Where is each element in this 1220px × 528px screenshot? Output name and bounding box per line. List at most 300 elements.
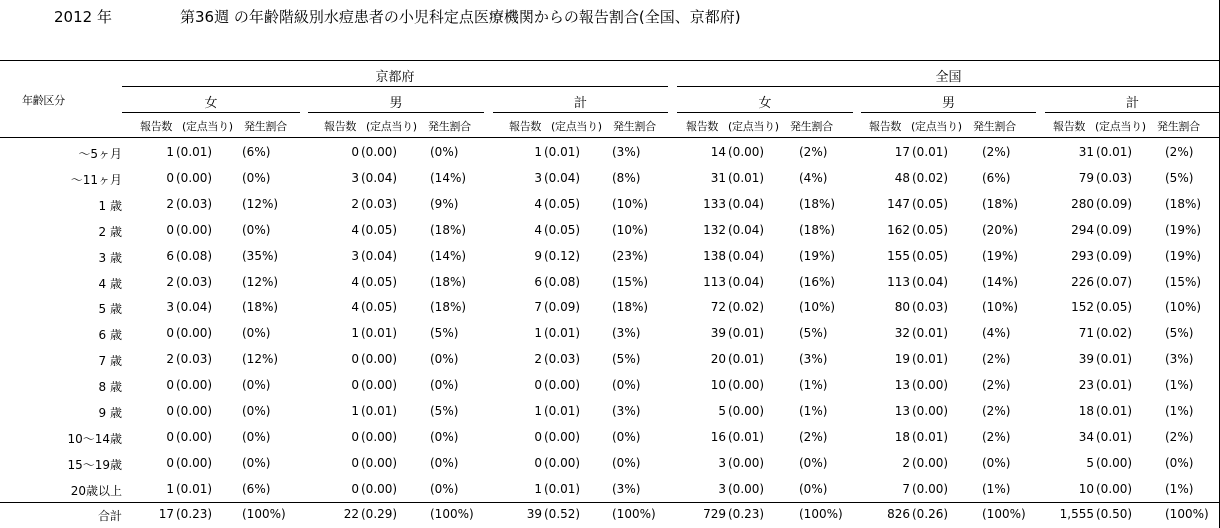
cell-per-site: (0.29) [361, 507, 398, 521]
sub-header-rate: 発生割合 [973, 120, 1016, 133]
row-age-label: 〜11ヶ月 [70, 173, 122, 187]
age-column-header: 年齢区分 [22, 94, 65, 107]
cell-count: 3 [534, 171, 542, 185]
cell-rate: (19%) [799, 249, 836, 263]
cell-count: 3 [718, 456, 726, 470]
cell-count: 132 [703, 223, 726, 237]
cell-per-site: (0.08) [544, 275, 581, 289]
cell-per-site: (0.07) [1096, 275, 1133, 289]
cell-count: 80 [894, 300, 910, 314]
cell-rate: (6%) [242, 145, 271, 159]
cell-count: 0 [351, 145, 359, 159]
cell-rate: (5%) [799, 326, 828, 340]
cell-count: 0 [166, 171, 174, 185]
row-age-label: 1 歳 [98, 199, 122, 213]
cell-rate: (12%) [242, 275, 279, 289]
cell-count: 17 [894, 145, 910, 159]
cell-per-site: (0.00) [544, 430, 581, 444]
group-header-kyoto: 京都府 [375, 70, 415, 85]
cell-rate: (19%) [982, 249, 1019, 263]
cell-rate: (0%) [612, 456, 641, 470]
cell-per-site: (0.05) [361, 275, 398, 289]
cell-count: 79 [1078, 171, 1094, 185]
cell-per-site: (0.00) [176, 404, 213, 418]
cell-rate: (100%) [430, 507, 474, 521]
sex-underline [122, 112, 300, 113]
cell-count: 280 [1071, 197, 1094, 211]
cell-count: 155 [887, 249, 910, 263]
cell-rate: (2%) [799, 145, 828, 159]
cell-rate: (0%) [430, 352, 459, 366]
cell-per-site: (0.05) [544, 197, 581, 211]
cell-rate: (3%) [612, 482, 641, 496]
cell-per-site: (0.00) [728, 378, 765, 392]
cell-count: 1,555 [1059, 507, 1094, 521]
cell-count: 39 [710, 326, 726, 340]
cell-per-site: (0.09) [1096, 249, 1133, 263]
cell-rate: (10%) [612, 197, 649, 211]
cell-rate: (0%) [430, 456, 459, 470]
cell-count: 2 [902, 456, 910, 470]
cell-rate: (0%) [242, 326, 271, 340]
cell-per-site: (0.01) [912, 352, 949, 366]
cell-per-site: (0.05) [361, 223, 398, 237]
cell-per-site: (0.00) [361, 430, 398, 444]
cell-rate: (15%) [612, 275, 649, 289]
header-bottom-border [0, 137, 1220, 138]
cell-rate: (6%) [242, 482, 271, 496]
cell-rate: (18%) [1165, 197, 1202, 211]
cell-rate: (0%) [242, 456, 271, 470]
sub-header-rate: 発生割合 [790, 120, 833, 133]
cell-rate: (10%) [1165, 300, 1202, 314]
cell-rate: (100%) [242, 507, 286, 521]
cell-per-site: (0.02) [728, 300, 765, 314]
cell-rate: (2%) [1165, 145, 1194, 159]
cell-per-site: (0.00) [912, 404, 949, 418]
cell-count: 3 [718, 482, 726, 496]
cell-per-site: (0.00) [1096, 482, 1133, 496]
year-label: 2012 年 [54, 8, 112, 26]
cell-rate: (1%) [1165, 378, 1194, 392]
cell-rate: (3%) [799, 352, 828, 366]
cell-per-site: (0.03) [912, 300, 949, 314]
cell-count: 39 [1078, 352, 1094, 366]
cell-rate: (1%) [982, 482, 1011, 496]
cell-count: 113 [703, 275, 726, 289]
cell-per-site: (0.03) [544, 352, 581, 366]
cell-per-site: (0.02) [1096, 326, 1133, 340]
cell-rate: (4%) [982, 326, 1011, 340]
cell-per-site: (0.01) [544, 326, 581, 340]
cell-count: 0 [351, 482, 359, 496]
cell-count: 4 [351, 300, 359, 314]
cell-rate: (100%) [1165, 507, 1209, 521]
cell-rate: (0%) [799, 482, 828, 496]
cell-rate: (10%) [799, 300, 836, 314]
cell-count: 0 [351, 430, 359, 444]
cell-rate: (0%) [799, 456, 828, 470]
sex-underline [677, 112, 853, 113]
cell-rate: (19%) [1165, 249, 1202, 263]
cell-per-site: (0.05) [544, 223, 581, 237]
cell-rate: (1%) [799, 378, 828, 392]
cell-count: 5 [1086, 456, 1094, 470]
cell-per-site: (0.05) [912, 197, 949, 211]
cell-rate: (0%) [612, 378, 641, 392]
cell-per-site: (0.04) [728, 275, 765, 289]
cell-per-site: (0.02) [912, 171, 949, 185]
cell-per-site: (0.00) [912, 456, 949, 470]
cell-count: 147 [887, 197, 910, 211]
cell-per-site: (0.00) [361, 456, 398, 470]
sub-header-per-site: (定点当り) [1095, 120, 1146, 133]
cell-per-site: (0.01) [176, 145, 213, 159]
cell-count: 14 [710, 145, 726, 159]
cell-count: 826 [887, 507, 910, 521]
cell-rate: (0%) [430, 145, 459, 159]
cell-count: 16 [710, 430, 726, 444]
cell-rate: (0%) [242, 223, 271, 237]
cell-count: 293 [1071, 249, 1094, 263]
cell-count: 20 [710, 352, 726, 366]
cell-count: 31 [710, 171, 726, 185]
cell-per-site: (0.04) [728, 249, 765, 263]
cell-count: 0 [166, 404, 174, 418]
cell-count: 10 [1078, 482, 1094, 496]
sub-header-rate: 発生割合 [1157, 120, 1200, 133]
cell-rate: (18%) [242, 300, 279, 314]
cell-per-site: (0.00) [728, 145, 765, 159]
cell-per-site: (0.00) [361, 145, 398, 159]
cell-count: 32 [894, 326, 910, 340]
table-top-border [0, 60, 1220, 61]
cell-count: 1 [534, 145, 542, 159]
cell-per-site: (0.03) [176, 352, 213, 366]
cell-per-site: (0.00) [544, 456, 581, 470]
sex-header-total: 計 [573, 96, 587, 111]
sub-header-count: 報告数 [324, 120, 357, 133]
sub-header-count: 報告数 [140, 120, 173, 133]
cell-count: 113 [887, 275, 910, 289]
cell-per-site: (0.26) [912, 507, 949, 521]
cell-rate: (2%) [799, 430, 828, 444]
cell-rate: (5%) [612, 352, 641, 366]
cell-per-site: (0.04) [728, 223, 765, 237]
sub-header-per-site: (定点当り) [911, 120, 962, 133]
sex-header-female: 女 [204, 96, 218, 111]
cell-rate: (10%) [612, 223, 649, 237]
cell-count: 31 [1078, 145, 1094, 159]
cell-count: 0 [534, 456, 542, 470]
sub-header-per-site: (定点当り) [551, 120, 602, 133]
cell-count: 34 [1078, 430, 1094, 444]
cell-rate: (35%) [242, 249, 279, 263]
cell-rate: (12%) [242, 352, 279, 366]
cell-rate: (5%) [430, 404, 459, 418]
cell-count: 18 [894, 430, 910, 444]
cell-per-site: (0.03) [1096, 171, 1133, 185]
cell-per-site: (0.05) [361, 300, 398, 314]
cell-per-site: (0.00) [728, 482, 765, 496]
row-age-label: 5 歳 [98, 302, 122, 316]
cell-per-site: (0.00) [1096, 456, 1133, 470]
cell-count: 2 [166, 197, 174, 211]
cell-count: 1 [351, 404, 359, 418]
cell-per-site: (0.00) [176, 223, 213, 237]
cell-rate: (9%) [430, 197, 459, 211]
cell-per-site: (0.04) [361, 171, 398, 185]
cell-rate: (5%) [1165, 326, 1194, 340]
cell-per-site: (0.09) [544, 300, 581, 314]
cell-rate: (1%) [799, 404, 828, 418]
cell-count: 48 [894, 171, 910, 185]
cell-rate: (2%) [982, 404, 1011, 418]
cell-rate: (14%) [982, 275, 1019, 289]
cell-count: 1 [351, 326, 359, 340]
cell-per-site: (0.01) [728, 430, 765, 444]
cell-count: 0 [166, 223, 174, 237]
cell-count: 2 [166, 275, 174, 289]
row-age-label: 4 歳 [98, 277, 122, 291]
cell-per-site: (0.00) [361, 482, 398, 496]
cell-per-site: (0.01) [728, 326, 765, 340]
cell-per-site: (0.00) [361, 352, 398, 366]
cell-count: 6 [166, 249, 174, 263]
row-age-label: 2 歳 [98, 225, 122, 239]
cell-per-site: (0.00) [361, 378, 398, 392]
cell-count: 71 [1078, 326, 1094, 340]
cell-count: 3 [351, 249, 359, 263]
cell-count: 6 [534, 275, 542, 289]
cell-per-site: (0.00) [544, 378, 581, 392]
cell-rate: (0%) [242, 430, 271, 444]
cell-rate: (15%) [1165, 275, 1202, 289]
cell-count: 138 [703, 249, 726, 263]
cell-rate: (18%) [430, 223, 467, 237]
cell-count: 7 [534, 300, 542, 314]
cell-count: 22 [343, 507, 359, 521]
cell-rate: (1%) [1165, 482, 1194, 496]
cell-per-site: (0.50) [1096, 507, 1133, 521]
row-age-label: 10〜14歳 [67, 432, 122, 446]
cell-rate: (0%) [430, 430, 459, 444]
cell-rate: (18%) [799, 197, 836, 211]
row-age-label: 7 歳 [98, 354, 122, 368]
cell-per-site: (0.23) [176, 507, 213, 521]
cell-count: 9 [534, 249, 542, 263]
cell-rate: (2%) [982, 378, 1011, 392]
cell-rate: (2%) [1165, 430, 1194, 444]
cell-count: 1 [166, 482, 174, 496]
cell-count: 226 [1071, 275, 1094, 289]
cell-per-site: (0.12) [544, 249, 581, 263]
cell-count: 0 [166, 430, 174, 444]
cell-per-site: (0.00) [176, 456, 213, 470]
cell-per-site: (0.00) [728, 404, 765, 418]
cell-count: 13 [894, 378, 910, 392]
cell-rate: (0%) [242, 378, 271, 392]
cell-count: 18 [1078, 404, 1094, 418]
cell-per-site: (0.00) [176, 171, 213, 185]
cell-count: 4 [351, 275, 359, 289]
row-age-label: 3 歳 [98, 251, 122, 265]
cell-per-site: (0.01) [912, 145, 949, 159]
cell-rate: (0%) [1165, 456, 1194, 470]
cell-per-site: (0.01) [1096, 145, 1133, 159]
cell-per-site: (0.01) [176, 482, 213, 496]
cell-count: 1 [166, 145, 174, 159]
cell-count: 152 [1071, 300, 1094, 314]
cell-rate: (14%) [430, 171, 467, 185]
cell-rate: (8%) [612, 171, 641, 185]
cell-count: 1 [534, 482, 542, 496]
sub-header-rate: 発生割合 [613, 120, 656, 133]
sub-header-rate: 発生割合 [428, 120, 471, 133]
cell-per-site: (0.04) [361, 249, 398, 263]
cell-rate: (18%) [799, 223, 836, 237]
cell-rate: (0%) [982, 456, 1011, 470]
cell-count: 17 [158, 507, 174, 521]
cell-rate: (100%) [799, 507, 843, 521]
cell-per-site: (0.01) [728, 352, 765, 366]
cell-per-site: (0.05) [912, 223, 949, 237]
cell-count: 19 [894, 352, 910, 366]
cell-count: 3 [351, 171, 359, 185]
cell-rate: (100%) [612, 507, 656, 521]
cell-count: 13 [894, 404, 910, 418]
sex-underline [493, 112, 668, 113]
cell-count: 5 [718, 404, 726, 418]
cell-per-site: (0.05) [1096, 300, 1133, 314]
cell-per-site: (0.01) [912, 326, 949, 340]
cell-rate: (19%) [1165, 223, 1202, 237]
page-title: 第36週 の年齢階級別水痘患者の小児科定点医療機関からの報告割合(全国、京都府) [180, 8, 741, 26]
cell-count: 2 [534, 352, 542, 366]
cell-rate: (14%) [430, 249, 467, 263]
cell-count: 39 [526, 507, 542, 521]
sub-header-count: 報告数 [686, 120, 719, 133]
cell-per-site: (0.00) [176, 378, 213, 392]
cell-per-site: (0.23) [728, 507, 765, 521]
cell-count: 3 [166, 300, 174, 314]
cell-count: 2 [166, 352, 174, 366]
cell-per-site: (0.00) [912, 378, 949, 392]
cell-rate: (2%) [982, 145, 1011, 159]
cell-per-site: (0.00) [728, 456, 765, 470]
group-header-national: 全国 [935, 70, 962, 85]
cell-rate: (100%) [982, 507, 1026, 521]
row-age-label: 〜5ヶ月 [78, 147, 122, 161]
cell-rate: (5%) [1165, 171, 1194, 185]
cell-rate: (0%) [430, 378, 459, 392]
cell-per-site: (0.01) [361, 404, 398, 418]
cell-count: 729 [703, 507, 726, 521]
cell-per-site: (0.01) [1096, 430, 1133, 444]
cell-rate: (10%) [982, 300, 1019, 314]
cell-rate: (3%) [612, 145, 641, 159]
cell-rate: (18%) [430, 275, 467, 289]
cell-count: 4 [534, 197, 542, 211]
sex-header-female: 女 [758, 96, 772, 111]
cell-count: 2 [351, 197, 359, 211]
cell-count: 23 [1078, 378, 1094, 392]
cell-count: 0 [351, 456, 359, 470]
sex-underline [1045, 112, 1220, 113]
cell-per-site: (0.04) [544, 171, 581, 185]
cell-rate: (12%) [242, 197, 279, 211]
cell-count: 4 [534, 223, 542, 237]
cell-per-site: (0.03) [361, 197, 398, 211]
cell-rate: (3%) [612, 326, 641, 340]
cell-rate: (6%) [982, 171, 1011, 185]
sub-header-rate: 発生割合 [244, 120, 287, 133]
cell-rate: (0%) [612, 430, 641, 444]
cell-count: 0 [351, 378, 359, 392]
total-top-border [0, 502, 1220, 503]
cell-rate: (18%) [982, 197, 1019, 211]
cell-rate: (0%) [242, 171, 271, 185]
sub-header-per-site: (定点当り) [728, 120, 779, 133]
cell-per-site: (0.08) [176, 249, 213, 263]
sub-header-count: 報告数 [869, 120, 902, 133]
cell-per-site: (0.00) [912, 482, 949, 496]
cell-count: 162 [887, 223, 910, 237]
cell-per-site: (0.01) [544, 145, 581, 159]
sex-header-male: 男 [941, 96, 955, 111]
cell-per-site: (0.01) [361, 326, 398, 340]
sub-header-per-site: (定点当り) [182, 120, 233, 133]
cell-per-site: (0.01) [1096, 378, 1133, 392]
cell-per-site: (0.01) [544, 482, 581, 496]
row-age-label: 20歳以上 [70, 484, 122, 498]
cell-per-site: (0.04) [912, 275, 949, 289]
cell-rate: (18%) [612, 300, 649, 314]
cell-per-site: (0.01) [728, 171, 765, 185]
cell-per-site: (0.01) [912, 430, 949, 444]
cell-rate: (4%) [799, 171, 828, 185]
cell-rate: (0%) [430, 482, 459, 496]
cell-per-site: (0.52) [544, 507, 581, 521]
cell-per-site: (0.00) [176, 430, 213, 444]
cell-per-site: (0.04) [176, 300, 213, 314]
cell-count: 0 [166, 456, 174, 470]
cell-count: 0 [351, 352, 359, 366]
cell-rate: (18%) [430, 300, 467, 314]
group-underline-national [677, 86, 1220, 87]
cell-rate: (3%) [612, 404, 641, 418]
cell-rate: (23%) [612, 249, 649, 263]
cell-rate: (1%) [1165, 404, 1194, 418]
cell-per-site: (0.03) [176, 275, 213, 289]
cell-per-site: (0.05) [912, 249, 949, 263]
cell-count: 1 [534, 404, 542, 418]
cell-count: 4 [351, 223, 359, 237]
sub-header-count: 報告数 [1053, 120, 1086, 133]
cell-count: 133 [703, 197, 726, 211]
sub-header-count: 報告数 [509, 120, 542, 133]
cell-per-site: (0.04) [728, 197, 765, 211]
cell-count: 72 [710, 300, 726, 314]
cell-count: 0 [166, 378, 174, 392]
sex-header-male: 男 [389, 96, 403, 111]
total-row-label: 合計 [97, 509, 122, 523]
cell-count: 0 [534, 430, 542, 444]
cell-count: 10 [710, 378, 726, 392]
cell-rate: (0%) [242, 404, 271, 418]
cell-per-site: (0.09) [1096, 223, 1133, 237]
cell-count: 294 [1071, 223, 1094, 237]
